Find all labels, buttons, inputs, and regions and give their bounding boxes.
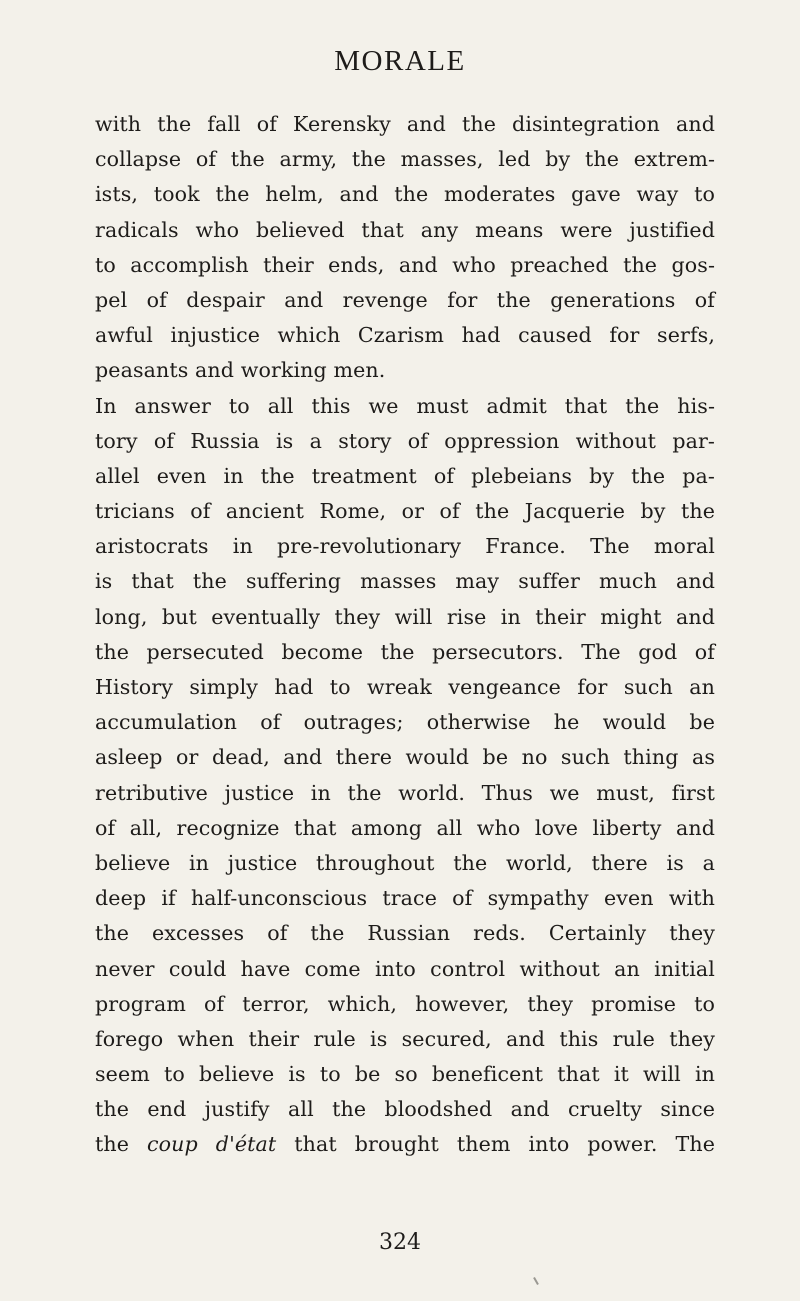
text-line: tory of Russia is a story of oppression without par- <box>95 428 715 453</box>
final-line-start: the <box>95 1132 148 1157</box>
text-line: radicals who believed that any means were justified <box>95 217 715 242</box>
text-line: asleep or dead, and there would be no such thing as <box>95 745 715 770</box>
text-line: is that the suffering masses may suffer much and <box>95 569 715 594</box>
text-line: of all, recognize that among all who love liberty and <box>95 815 715 840</box>
running-head: MORALE <box>334 45 466 77</box>
text-line: allel even in the treatment of plebeians by the pa- <box>95 463 715 488</box>
text-line: to accomplish their ends, and who preached the gos- <box>95 252 715 277</box>
text-line: tricians of ancient Rome, or of the Jacquerie by the <box>95 499 715 524</box>
text-line: ists, took the helm, and the moderates gave way to <box>95 182 715 207</box>
text-line-paragraph-start: In answer to all this we must admit that the his- <box>95 393 715 418</box>
text-line: the end justify all the bloodshed and cruelty since <box>95 1097 715 1122</box>
text-line: believe in justice throughout the world, there is a <box>95 850 715 875</box>
final-line-end: that brought them into power. The <box>276 1132 715 1157</box>
text-line: deep if half-unconscious trace of sympathy even with <box>95 886 715 911</box>
text-line: the persecuted become the persecutors. The god of <box>95 639 715 664</box>
text-line: accumulation of outrages; otherwise he would be <box>95 710 715 735</box>
paper-speck <box>533 1277 539 1285</box>
text-line: long, but eventually they will rise in their might and <box>95 604 715 629</box>
page-number: 324 <box>379 1230 421 1255</box>
text-line: awful injustice which Czarism had caused for serfs, <box>95 323 715 348</box>
text-line: retributive justice in the world. Thus we must, first <box>95 780 715 805</box>
text-line: program of terror, which, however, they promise to <box>95 991 715 1016</box>
text-line: collapse of the army, the masses, led by the extrem- <box>95 147 715 172</box>
text-line: with the fall of Kerensky and the disintegration and <box>95 112 715 136</box>
text-line: pel of despair and revenge for the generations of <box>95 287 715 312</box>
text-line-final <box>95 1127 715 1162</box>
italic-phrase: coup d'état <box>147 1132 277 1157</box>
text-line: never could have come into control without an initial <box>95 956 715 981</box>
body-text <box>95 107 715 1163</box>
text-line: History simply had to wreak vengeance for such an <box>95 675 715 699</box>
text-line-paragraph-end: peasants and working men. <box>95 358 386 383</box>
text-line: seem to believe is to be so beneficent that it will in <box>95 1062 715 1087</box>
text-line: the excesses of the Russian reds. Certainly they <box>95 921 715 946</box>
text-line: aristocrats in pre-revolutionary France. The moral <box>95 534 715 559</box>
text-line: forego when their rule is secured, and this rule they <box>95 1026 715 1051</box>
